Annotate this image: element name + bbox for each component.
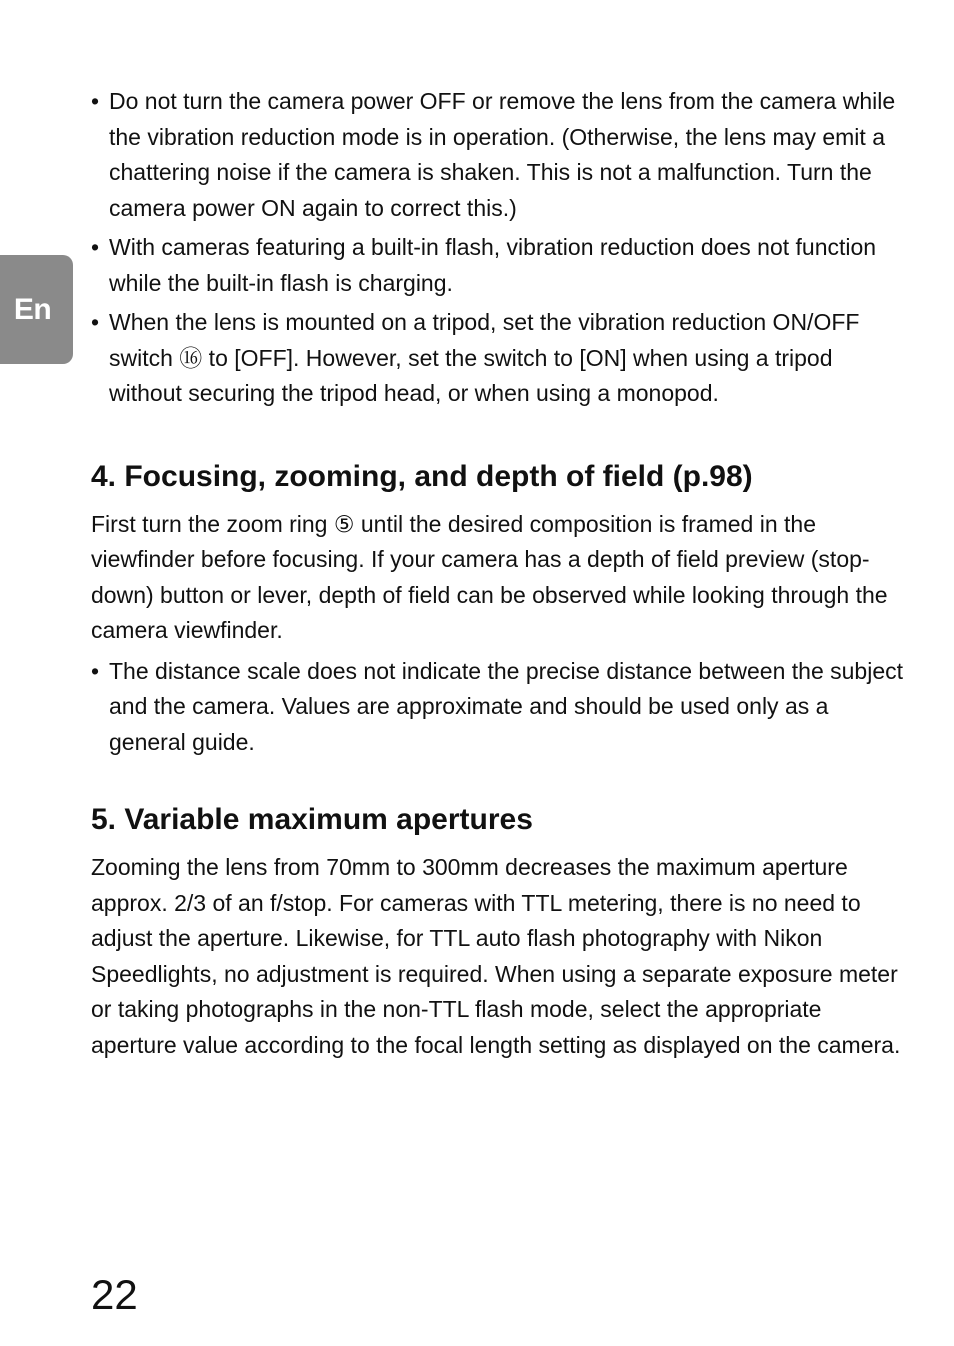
page-content xyxy=(91,84,909,1063)
list-item: • With cameras featuring a built-in flash, vibration reduction does not function while the built-in flash is charging. xyxy=(91,230,909,301)
list-item: • When the lens is mounted on a tripod, set the vibration reduction ON/OFF switch ⑯ to [OFF]. However, set the switch to [ON] when using a tripod without securing the tripod head, or when using a monopod. xyxy=(91,305,909,412)
page-number: 22 xyxy=(91,1271,138,1318)
list-item: • Do not turn the camera power OFF or remove the lens from the camera while the vibration reduction mode is in operation. (Otherwise, the lens may emit a chattering noise if the camera is shaken. This is not a malfunction. Turn the camera power ON again to correct this.) xyxy=(91,84,909,226)
language-tab-label: En xyxy=(13,292,52,326)
section-5-body: Zooming the lens from 70mm to 300mm decreases the maximum aperture approx. 2/3 of an f/stop. For cameras with TTL metering, there is no need to adjust the aperture. Likewise, for TTL auto flash photography with Nikon Speedlights, no adjustment is required. When using a separate exposure meter or taking photographs in the non-TTL flash mode, select the appropriate aperture value according to the focal length setting as displayed on the camera. xyxy=(91,854,901,1058)
vr-notes-list xyxy=(91,84,909,412)
section-4-body: First turn the zoom ring ⑤ until the desired composition is framed in the viewfinder before focusing. If your camera has a depth of field preview (stop-down) button or lever, depth of field can be observed while looking through the camera viewfinder. xyxy=(91,510,888,643)
section-5-title: 5. Variable maximum apertures xyxy=(91,803,533,836)
list-item: • The distance scale does not indicate the precise distance between the subject and the camera. Values are approximate and should be used only as a general guide. xyxy=(91,654,909,761)
section-4-notes-list xyxy=(91,654,909,761)
language-tab xyxy=(0,255,73,364)
section-4-title: 4. Focusing, zooming, and depth of field (p.98) xyxy=(91,459,753,493)
